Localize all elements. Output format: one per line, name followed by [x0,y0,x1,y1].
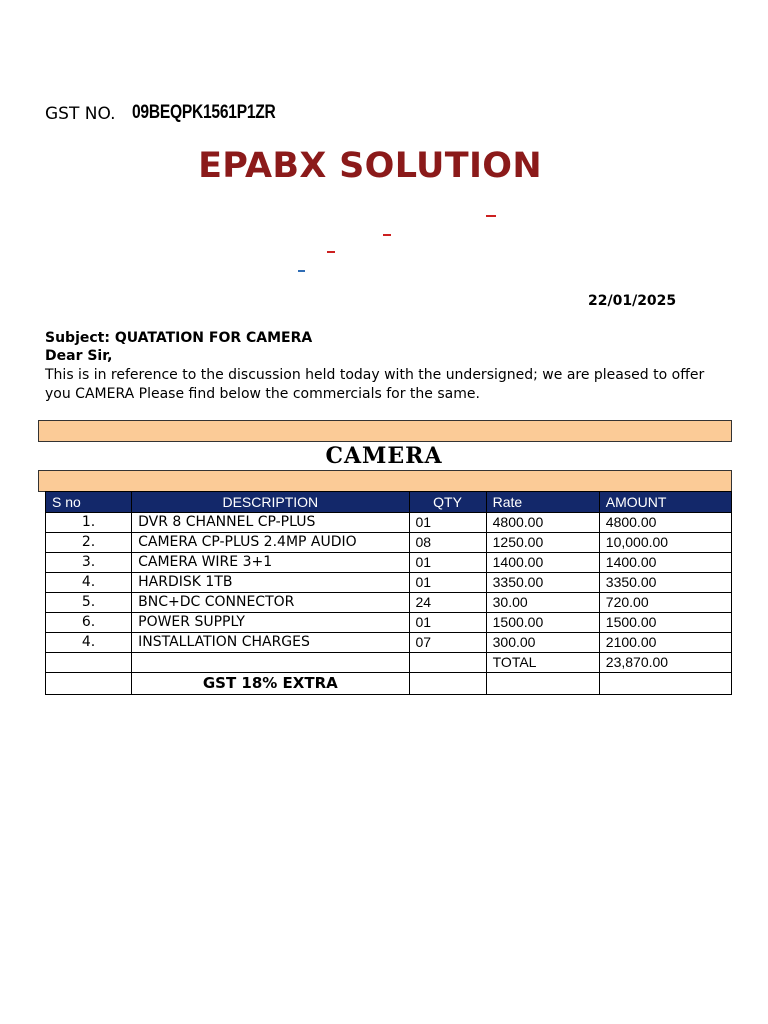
cell-rate: 3350.00 [486,573,599,593]
column-header-sno: S no [46,492,132,513]
column-header-qty: QTY [409,492,486,513]
company-name: EPABX SOLUTION [198,146,542,186]
cell-qty: 08 [409,533,486,553]
cell-description: CAMERA WIRE 3+1 [132,553,409,573]
cell-rate: 1250.00 [486,533,599,553]
table-row [46,533,732,553]
decorative-dash [298,270,305,272]
section-banner-bottom [38,470,732,492]
section-title: CAMERA [325,443,443,469]
empty-cell [599,673,731,695]
decorative-dash [486,215,496,217]
table-header-row [46,492,732,513]
gst-row [46,673,732,695]
cell-amount: 720.00 [599,593,731,613]
total-amount: 23,870.00 [599,653,731,673]
cell-description: INSTALLATION CHARGES [132,633,409,653]
total-row [46,653,732,673]
table-row [46,513,732,533]
table-row [46,573,732,593]
cell-amount: 4800.00 [599,513,731,533]
cell-qty: 01 [409,613,486,633]
empty-cell [486,673,599,695]
cell-rate: 300.00 [486,633,599,653]
cell-sno: 1. [46,513,132,533]
gst-number: 09BEQPK1561P1ZR [132,102,276,123]
column-header-description: DESCRIPTION [132,492,409,513]
cell-description: POWER SUPPLY [132,613,409,633]
salutation: Dear Sir, [45,348,113,364]
empty-cell [46,653,132,673]
cell-qty: 01 [409,573,486,593]
cell-amount: 10,000.00 [599,533,731,553]
cell-qty: 01 [409,553,486,573]
table-row [46,633,732,653]
subject-line: Subject: QUATATION FOR CAMERA [45,330,313,346]
cell-description: HARDISK 1TB [132,573,409,593]
decorative-dash [327,251,335,253]
total-label: TOTAL [486,653,599,673]
cell-qty: 01 [409,513,486,533]
cell-sno: 4. [46,573,132,593]
cell-amount: 1500.00 [599,613,731,633]
empty-cell [409,673,486,695]
gst-label: GST NO. [45,104,116,124]
cell-sno: 5. [46,593,132,613]
column-header-amount: AMOUNT [599,492,731,513]
intro-paragraph: This is in reference to the discussion held today with the undersigned; we are pleased to offer you CAMERA Please find below the commercials for the same. [45,367,705,402]
cell-qty: 07 [409,633,486,653]
empty-cell [46,673,132,695]
cell-qty: 24 [409,593,486,613]
cell-amount: 1400.00 [599,553,731,573]
cell-rate: 1500.00 [486,613,599,633]
cell-sno: 2. [46,533,132,553]
cell-description: DVR 8 CHANNEL CP-PLUS [132,513,409,533]
cell-amount: 2100.00 [599,633,731,653]
cell-sno: 4. [46,633,132,653]
cell-sno: 3. [46,553,132,573]
empty-cell [409,653,486,673]
cell-rate: 4800.00 [486,513,599,533]
cell-rate: 1400.00 [486,553,599,573]
cell-amount: 3350.00 [599,573,731,593]
table-row [46,613,732,633]
section-banner-top [38,420,732,442]
empty-cell [132,653,409,673]
table-row [46,593,732,613]
cell-sno: 6. [46,613,132,633]
gst-extra-note: GST 18% EXTRA [132,673,409,695]
quotation-table [45,491,732,695]
column-header-rate: Rate [486,492,599,513]
document-date: 22/01/2025 [588,293,677,309]
table-row [46,553,732,573]
cell-description: BNC+DC CONNECTOR [132,593,409,613]
decorative-dash [383,234,391,236]
cell-rate: 30.00 [486,593,599,613]
cell-description: CAMERA CP-PLUS 2.4MP AUDIO [132,533,409,553]
